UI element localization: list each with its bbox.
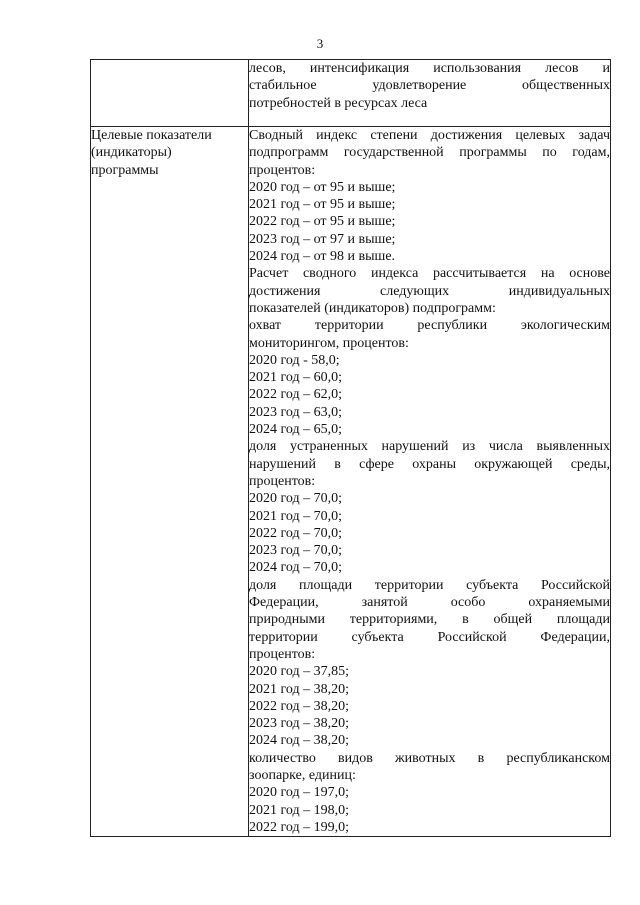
table-row (91, 127, 611, 837)
text-line: 2022 год – от 95 и выше; (249, 214, 396, 230)
text-line: процентов: (249, 162, 316, 178)
label-line: Целевые показатели (91, 128, 212, 143)
text-line: 2024 год – 65,0; (249, 422, 343, 438)
text-line: потребностей в ресурсах леса (249, 95, 428, 111)
text-line: 2022 год – 62,0; (249, 387, 343, 403)
label-cell (91, 60, 249, 127)
text-line: достижения следующих индивидуальных (249, 283, 610, 299)
text-line: 2020 год – 37,85; (249, 664, 350, 680)
label-line: (индикаторы) (91, 145, 172, 161)
table-row (91, 60, 611, 127)
text-line: стабильное удовлетворение общественных (249, 78, 610, 94)
text-line: подпрограмм государственной программы по годам, (249, 145, 610, 161)
text-line: 2020 год – 197,0; (249, 785, 350, 801)
text-line: Сводный индекс степени достижения целевых задач (249, 128, 610, 143)
text-line: 2020 год – 70,0; (249, 491, 343, 507)
text-line: доля площади территории субъекта Российской (249, 577, 610, 593)
text-line: Расчет сводного индекса рассчитывается на основе (249, 266, 610, 282)
page-number: 3 (316, 36, 324, 51)
text-line: 2022 год – 199,0; (249, 819, 350, 835)
text-line: нарушений в сфере охраны окружающей среды, (249, 456, 610, 472)
text-line: 2020 год - 58,0; (249, 352, 340, 368)
label-cell (91, 127, 249, 837)
text-line: процентов: (249, 473, 316, 489)
text-line: Федерации, занятой особо охраняемыми (249, 595, 610, 611)
content-cell (249, 60, 611, 127)
text-line: 2023 год – 63,0; (249, 404, 343, 420)
text-line: 2020 год – от 95 и выше; (249, 179, 396, 195)
text-line: 2024 год – от 98 и выше. (249, 249, 396, 265)
text-line: природными территориями, в общей площади (249, 612, 610, 628)
label-line: программы (91, 162, 159, 178)
text-line: 2024 год – 38,20; (249, 733, 350, 749)
text-line: территории субъекта Российской Федерации, (249, 629, 610, 645)
text-line: 2021 год – 198,0; (249, 802, 350, 818)
text-line: доля устраненных нарушений из числа выявленных (249, 439, 610, 455)
text-line: зоопарке, единиц: (249, 767, 356, 783)
text-line: 2023 год – 38,20; (249, 716, 350, 732)
text-line: 2023 год – от 97 и выше; (249, 231, 396, 247)
document-table (90, 59, 611, 837)
text-line: 2022 год – 70,0; (249, 525, 343, 541)
text-line: 2021 год – от 95 и выше; (249, 197, 396, 213)
text-line: 2021 год – 70,0; (249, 508, 343, 524)
text-line: 2023 год – 70,0; (249, 543, 343, 559)
text-line: мониторингом, процентов: (249, 335, 409, 351)
text-line: 2021 год – 38,20; (249, 681, 350, 697)
text-line: 2021 год – 60,0; (249, 370, 343, 386)
content-cell (249, 127, 611, 837)
text-line: процентов: (249, 646, 316, 662)
text-line: 2022 год – 38,20; (249, 698, 350, 714)
text-line: охват территории республики экологическим (249, 318, 610, 334)
text-line: 2024 год – 70,0; (249, 560, 343, 576)
text-line: количество видов животных в республиканском (249, 750, 610, 766)
text-line: показателей (индикаторов) подпрограмм: (249, 300, 496, 316)
text-line: лесов, интенсификация использования лесов и (249, 61, 610, 76)
